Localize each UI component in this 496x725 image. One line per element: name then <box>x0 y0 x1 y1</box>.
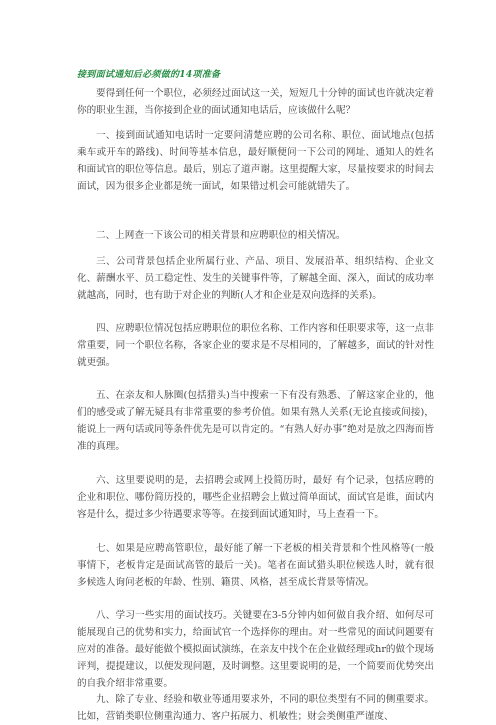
paragraph-7: 七、如果是应聘高管职位，最好能了解一下老板的相关背景和个性风格等(一般事情下，老板肯定是面试高管的最后一关)。笔者在面试猎头职位候选人时，就有很多候选人询问老板的年龄、性别、籍贯、风格，甚至成长背景等情况。 <box>77 543 434 588</box>
paragraph-intro: 要得到任何一个职位，必须经过面试这一关，短短几十分钟的面试也许就决定着你的职业生涯，当你接到企业的面试通知电话后，应该做什么呢？ <box>77 88 434 116</box>
paragraph-2: 二、上网查一下该公司的相关背景和应聘职位的相关情况。 <box>96 230 346 241</box>
document-title: 接到面试通知后必须做的14项准备 <box>77 70 221 80</box>
paragraph-9: 九、除了专业、经验和敬业等通用要求外，不同的职位类型有不同的侧重要求。比如，营销类职位侧重沟通力、客户拓展力、机敏性；财会类侧重严谨度、 <box>77 694 434 722</box>
paragraph-6: 六、这里要说明的是，去招聘会或网上投简历时，最好 有个记录，包括应聘的企业和职位、哪份简历投的，哪些企业招聘会上做过简单面试，面试官是谁，面试内容是什么，提过多少待遇要求等等。在接到面试通知时，马上查看一下。 <box>77 475 434 520</box>
paragraph-5: 五、在亲友和人脉圈(包括猎头)当中搜索一下有没有熟悉、了解这家企业的，他们的感受或了解无疑具有非常重要的参考价值。如果有熟人关系(无论直接或间接)，能说上一两句话或同等条件优先是可以肯定的。“有熟人好办事”绝对是放之四海而皆准的真理。 <box>77 390 434 452</box>
paragraph-3: 三、公司背景包括企业所属行业、产品、项目、发展沿革、组织结构、企业文化、薪酬水平、员工稳定性、发生的关键事件等，了解越全面、深入，面试的成功率就越高，同时，也有助于对企业的判断(人才和企业是双向选择的关系)。 <box>77 256 434 301</box>
paragraph-4: 四、应聘职位情况包括应聘职位的职位名称、工作内容和任职要求等，这一点非常重要，同一个职位名称，各家企业的要求是不尽相同的，了解越多，面试的针对性就更强。 <box>77 323 434 368</box>
paragraph-8: 八、学习一些实用的面试技巧。关键要在3-5分钟内如何做自我介绍、如何尽可能展现自己的优势和实力，给面试官一个选择你的理由。对一些常见的面试问题要有应对的准备。最好能做个模拟面试演练，在亲友中找个在企业做经理或hr的做个现场评判，提提建议，以便发现问题，及时调整。这里要说明的是，一个简要而优势突出的自我介绍非常重要。 <box>77 610 434 689</box>
paragraph-1: 一、接到面试通知电话时一定要问清楚应聘的公司名称、职位、面试地点(包括乘车或开车的路线)、时间等基本信息，最好顺便问一下公司的网址、通知人的姓名和面试官的职位等信息。最后，别忘了道声谢。这里提醒大家，尽量按要求的时间去面试，因为很多企业都是统一面试，如果错过机会可能就错失了。 <box>77 130 434 192</box>
